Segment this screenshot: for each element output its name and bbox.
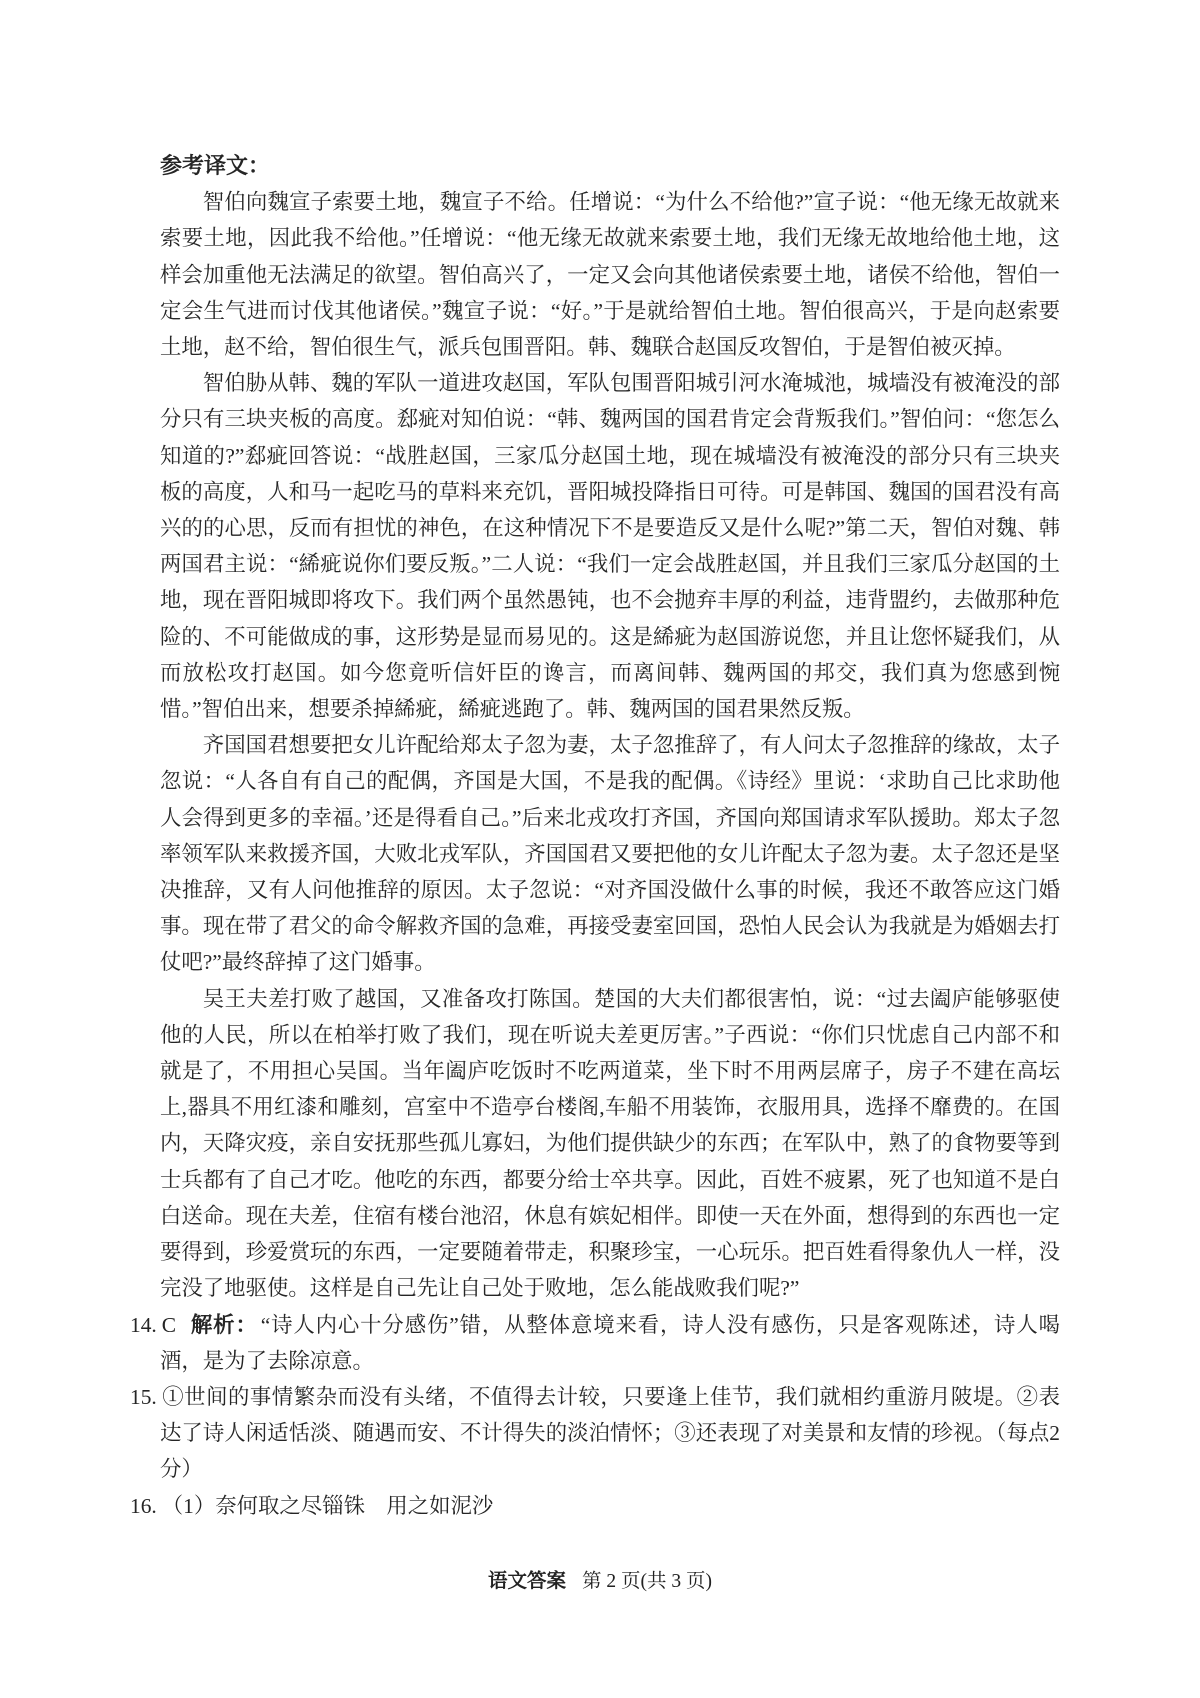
question-16-answer-text: （1）奈何取之尽锱铢 用之如泥沙 [161, 1493, 494, 1518]
translation-paragraph-3: 齐国国君想要把女儿许配给郑太子忽为妻，太子忽推辞了，有人问太子忽推辞的缘故，太子忽说：“人各自有自己的配偶，齐国是大国，不是我的配偶。《诗经》里说：‘求助自己比求助他人会得到更多的幸福。’还是得看自己。”后来北戎攻打齐国，齐国向郑国请求军队援助。郑太子忽率领军队来救援齐国，大败北戎军队，齐国国君又要把他的女儿许配太子忽为妻。太子忽还是坚决推辞，又有人问他推辞的原因。太子忽说：“对齐国没做什么事的时候，我还不敢答应这门婚事。现在带了君父的命令解救齐国的急难，再接受妻室回国，恐怕人民会认为我就是为婚姻去打仗吧?”最终辞掉了这门婚事。 [160, 733, 1060, 975]
question-15-answer-text: ①世间的事情繁杂而没有头绪，不值得去计较，只要逢上佳节，我们就相约重游月陂堤。②表达了诗人闲适恬淡、随遇而安、不计得失的淡泊情怀；③还表现了对美景和友情的珍视。（每点2分） [160, 1384, 1060, 1482]
page-footer [0, 1566, 1200, 1597]
question-16-number: 16. [130, 1493, 157, 1518]
question-14-answer-letter: C [161, 1312, 177, 1337]
answer-item-14 [130, 1307, 1060, 1379]
answer-item-16 [130, 1488, 1060, 1524]
translation-paragraph-1: 智伯向魏宣子索要土地，魏宣子不给。任增说：“为什么不给他?”宣子说：“他无缘无故就来索要土地，因此我不给他。”任增说：“他无缘无故就来索要土地，我们无缘无故地给他土地，这样会加重他无法满足的欲望。智伯高兴了，一定又会向其他诸侯索要土地，诸侯不给他，智伯一定会生气进而讨伐其他诸侯。”魏宣子说：“好。”于是就给智伯土地。智伯很高兴，于是向赵索要土地，赵不给，智伯很生气，派兵包围晋阳。韩、魏联合赵国反攻智伯，于是智伯被灭掉。 [160, 190, 1060, 360]
question-14-analysis-label: 解析： [190, 1312, 258, 1337]
question-14-number: 14. [130, 1312, 157, 1337]
footer-doc-label: 语文答案 [487, 1570, 566, 1592]
translation-paragraph-2: 智伯胁从韩、魏的军队一道进攻赵国，军队包围晋阳城引河水淹城池，城墙没有被淹没的部分只有三块夹板的高度。郄疵对知伯说：“韩、魏两国的国君肯定会背叛我们。”智伯问：“您怎么知道的?”郄疵回答说：“战胜赵国，三家瓜分赵国土地，现在城墙没有被淹没的部分只有三块夹板的高度，人和马一起吃马的草料来充饥，晋阳城投降指日可待。可是韩国、魏国的国君没有高兴的的心思，反而有担忧的神色，在这种情况下不是要造反又是什么呢?”第二天，智伯对魏、韩两国君主说：“絺疵说你们要反叛。”二人说：“我们一定会战胜赵国，并且我们三家瓜分赵国的土地，现在晋阳城即将攻下。我们两个虽然愚钝，也不会抛弃丰厚的利益，违背盟约，去做那种危险的、不可能做成的事，这形势是显而易见的。这是絺疵为赵国游说您，并且让您怀疑我们，从而放松攻打赵国。如今您竟听信奸臣的谗言，而离间韩、魏两国的邦交，我们真为您感到惋惜。”智伯出来，想要杀掉絺疵，絺疵逃跑了。韩、魏两国的国君果然反叛。 [160, 371, 1060, 722]
question-14-answer-text: “诗人内心十分感伤”错，从整体意境来看，诗人没有感伤，只是客观陈述，诗人喝酒，是为了去除凉意。 [160, 1312, 1060, 1373]
answer-sheet-content [130, 148, 1060, 1524]
reference-translation-heading: 参考译文： [160, 153, 271, 178]
footer-page-number: 第 2 页(共 3 页) [582, 1571, 712, 1592]
answer-item-15 [130, 1379, 1060, 1488]
translation-paragraph-4: 吴王夫差打败了越国，又准备攻打陈国。楚国的大夫们都很害怕，说：“过去阖庐能够驱使他的人民，所以在柏举打败了我们，现在听说夫差更厉害。”子西说：“你们只忧虑自己内部不和就是了，不用担心吴国。当年阖庐吃饭时不吃两道菜，坐下时不用两层席子，房子不建在高坛上,器具不用红漆和雕刻，宫室中不造亭台楼阁,车船不用装饰，衣服用具，选择不靡费的。在国内，天降灾疫，亲自安抚那些孤儿寡妇，为他们提供缺少的东西；在军队中，熟了的食物要等到士兵都有了自己才吃。他吃的东西，都要分给士卒共享。因此，百姓不疲累，死了也知道不是白白送命。现在夫差，住宿有楼台池沼，休息有嫔妃相伴。即使一天在外面，想得到的东西也一定要得到，珍爱赏玩的东西，一定要随着带走，积聚珍宝，一心玩乐。把百姓看得象仇人一样，没完没了地驱使。这样是自己先让自己处于败地，怎么能战败我们呢?” [160, 986, 1060, 1301]
question-15-number: 15. [130, 1384, 157, 1409]
